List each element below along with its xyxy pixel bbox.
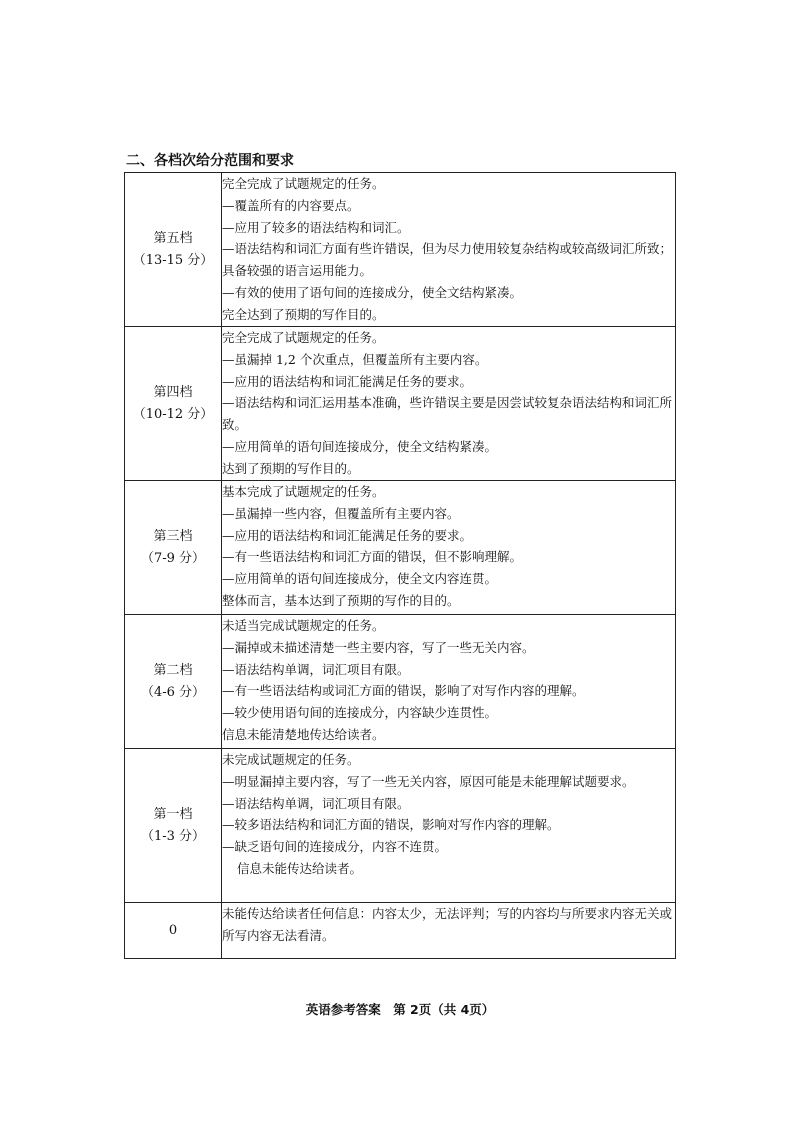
level-range: （10-12 分） (132, 406, 214, 422)
level-name: 第一档 (153, 806, 193, 822)
requirement-line: —应用简单的语句间连接成分，使全文内容连贯。 (222, 571, 498, 587)
requirement-line: 完全达到了预期的写作目的。 (222, 306, 385, 322)
table-row (125, 481, 676, 615)
requirement-line: 未能传达给读者任何信息：内容太少，无法评判；写的内容均与所要求内容无关或所写内容无法看清。 (222, 906, 673, 943)
requirement-line: 整体而言，基本达到了预期的写作的目的。 (222, 592, 460, 608)
requirement-line: —应用简单的语句间连接成分，使全文结构紧凑。 (222, 438, 498, 454)
level-cell (125, 903, 222, 959)
requirement-line: —漏掉或未描述清楚一些主要内容，写了一些无关内容。 (222, 639, 535, 655)
level-name: 0 (168, 922, 178, 938)
table-row (125, 615, 676, 749)
requirement-cell (222, 173, 676, 327)
requirement-line: —语法结构和词汇运用基本准确，些许错误主要是因尝试较复杂语法结构和词汇所致。 (222, 395, 673, 433)
table-row (125, 903, 676, 959)
requirement-cell (222, 903, 676, 959)
level-cell (125, 749, 222, 903)
page-footer: 英语参考答案 第 2页（共 4页） (305, 1002, 495, 1017)
level-range: （4-6 分） (140, 684, 206, 700)
level-name: 第二档 (153, 662, 193, 678)
level-cell (125, 615, 222, 749)
level-cell (125, 327, 222, 481)
requirement-line: —应用的语法结构和词汇能满足任务的要求。 (222, 373, 473, 389)
requirement-line: —有一些语法结构或词汇方面的错误，影响了对写作内容的理解。 (222, 683, 585, 699)
level-cell (125, 173, 222, 327)
requirement-line: 信息未能清楚地传达给读者。 (222, 726, 385, 742)
requirement-line: —虽漏掉一些内容，但覆盖所有主要内容。 (222, 505, 460, 521)
level-name: 第四档 (153, 384, 193, 400)
requirement-line: 完全完成了试题规定的任务。 (222, 176, 385, 191)
requirement-line: 完全完成了试题规定的任务。 (222, 330, 385, 345)
requirement-cell (222, 481, 676, 615)
requirement-line: —语法结构单调，词汇项目有限。 (222, 661, 410, 677)
requirement-line: 未适当完成试题规定的任务。 (222, 618, 385, 633)
table-row (125, 173, 676, 327)
level-cell (125, 481, 222, 615)
requirement-cell (222, 749, 676, 903)
scoring-table (124, 172, 676, 959)
requirement-line: —有效的使用了语句间的连接成分，使全文结构紧凑。 (222, 284, 523, 300)
table-row (125, 749, 676, 903)
level-range: （7-9 分） (140, 550, 206, 566)
requirement-line: —有一些语法结构和词汇方面的错误，但不影响理解。 (222, 549, 523, 565)
requirement-line: 基本完成了试题规定的任务。 (222, 484, 385, 499)
level-range: （1-3 分） (140, 828, 206, 844)
requirement-line: —明显漏掉主要内容，写了一些无关内容，原因可能是未能理解试题要求。 (222, 773, 635, 789)
level-name: 第五档 (153, 230, 193, 246)
requirement-line: —应用的语法结构和词汇能满足任务的要求。 (222, 527, 473, 543)
requirement-line: 未完成试题规定的任务。 (222, 752, 360, 767)
requirement-line: 达到了预期的写作目的。 (222, 460, 360, 476)
requirement-line: —缺乏语句间的连接成分，内容不连贯。 (222, 839, 448, 855)
level-name: 第三档 (153, 528, 193, 544)
requirement-line: —较多语法结构和词汇方面的错误，影响对写作内容的理解。 (222, 817, 560, 833)
requirement-line: —语法结构单调，词汇项目有限。 (222, 795, 410, 811)
section-title: 二、各档次给分范围和要求 (126, 153, 294, 169)
table-row (125, 327, 676, 481)
requirement-cell (222, 327, 676, 481)
requirement-line: —覆盖所有的内容要点。 (222, 197, 360, 213)
requirement-line: —较少使用语句间的连接成分，内容缺少连贯性。 (222, 705, 498, 721)
requirement-line: —应用了较多的语法结构和词汇。 (222, 219, 410, 235)
scoring-table-body (125, 173, 676, 959)
requirement-line: —语法结构和词汇方面有些许错误，但为尽力使用较复杂结构或较高级词汇所致；具备较强的语言运用能力。 (222, 241, 673, 279)
level-range: （13-15 分） (132, 252, 214, 268)
requirement-cell (222, 615, 676, 749)
requirement-line: —虽漏掉 1,2 个次重点，但覆盖所有主要内容。 (222, 351, 488, 367)
requirement-line: 信息未能传达给读者。 (237, 860, 363, 876)
